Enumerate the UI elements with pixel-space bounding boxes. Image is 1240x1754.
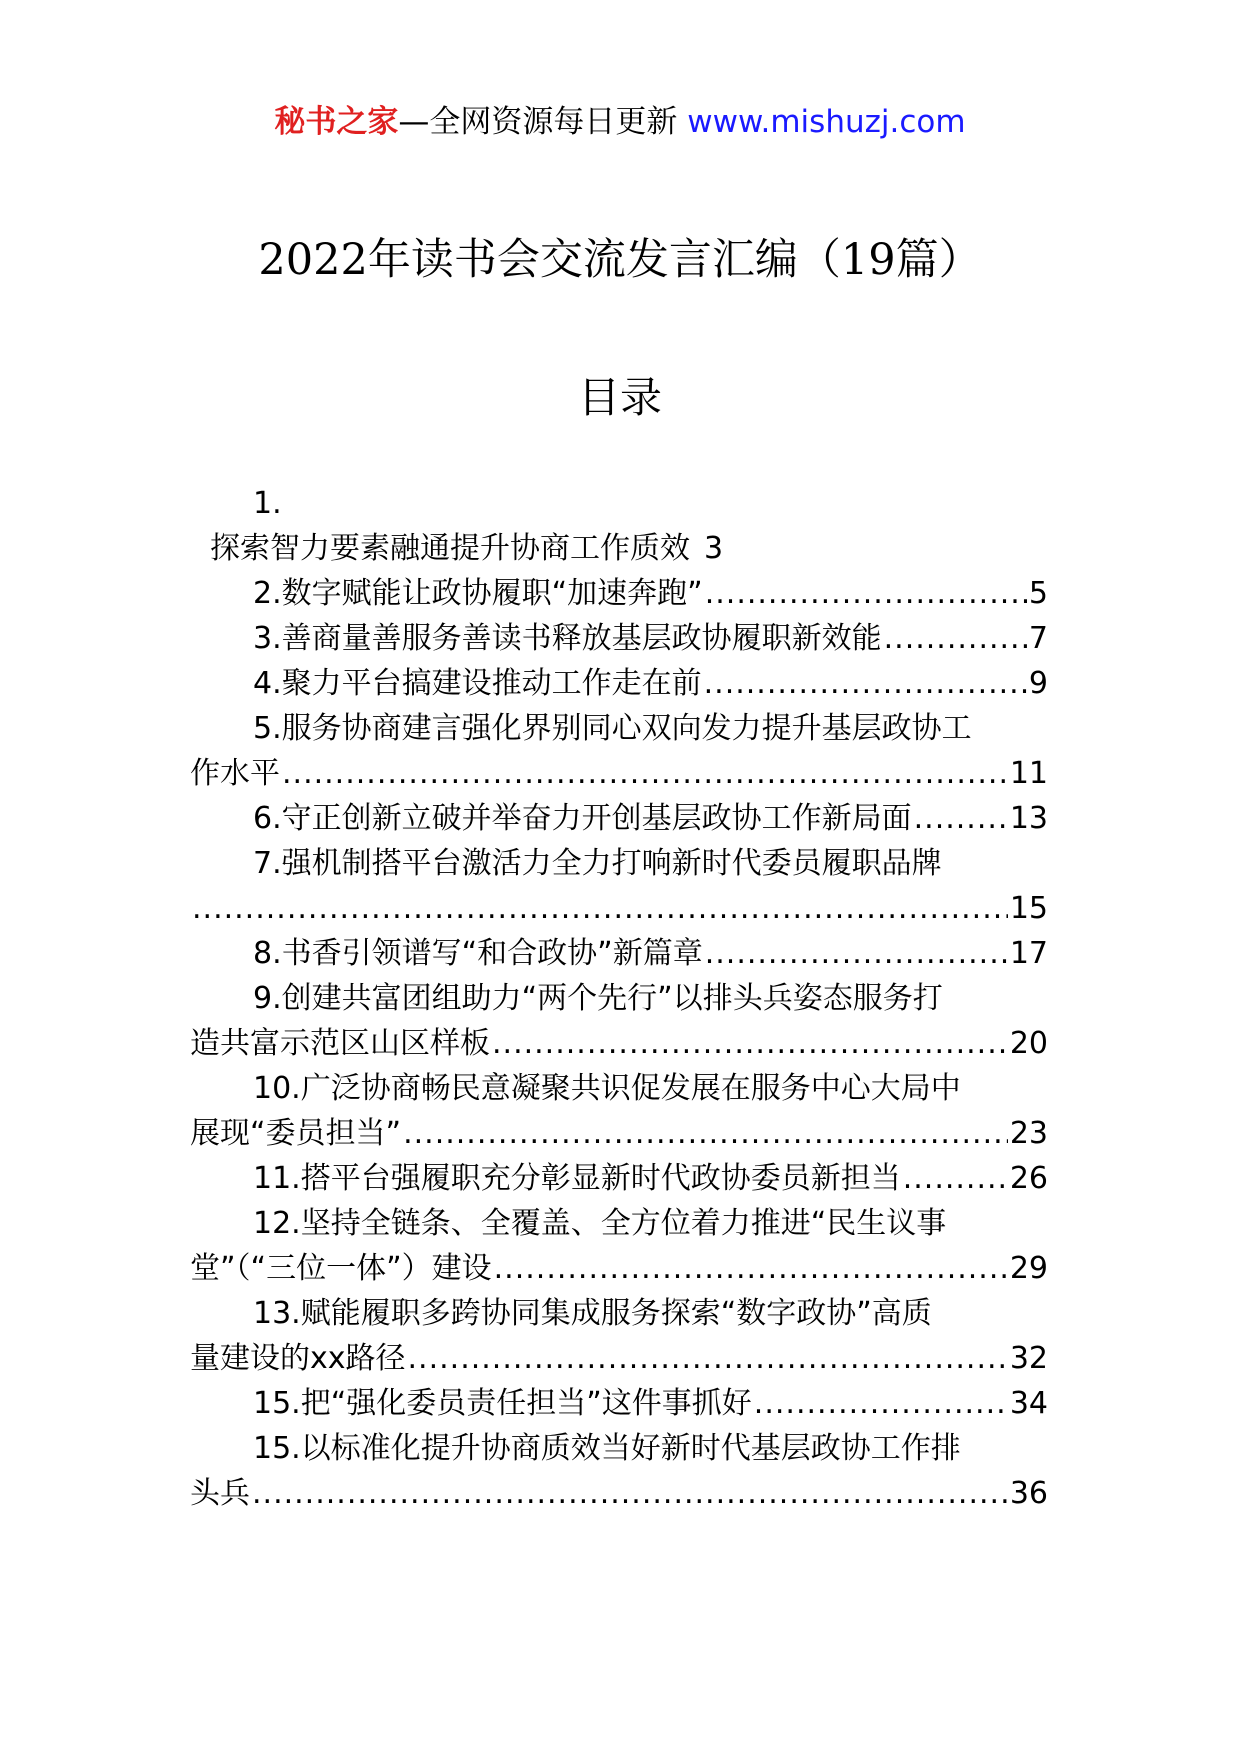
toc-item-page: 9 [1028, 666, 1048, 701]
toc-item-number: 1. [253, 486, 282, 521]
toc-leader-dots [704, 661, 1027, 706]
toc-item-14[interactable] [190, 1381, 1048, 1426]
toc-item-8[interactable] [190, 931, 1048, 976]
toc-item-page: 13 [1009, 801, 1048, 836]
toc-leader-dots [884, 616, 1027, 661]
toc-leader-dots [494, 1246, 1008, 1291]
toc-item-5-continued[interactable] [190, 751, 1048, 796]
toc-item-title-line1: 7.强机制搭平台激活力全力打响新时代委员履职品牌 [253, 846, 942, 881]
toc-item-page: 32 [1009, 1341, 1048, 1376]
toc-item-9[interactable] [190, 976, 1048, 1021]
toc-item-15-continued[interactable] [190, 1471, 1048, 1516]
document-title: 2022年读书会交流发言汇编（19篇） [258, 235, 982, 285]
toc-item-title-line2: 堂”（“三位一体”）建设 [190, 1251, 492, 1286]
toc-item-6[interactable] [190, 796, 1048, 841]
toc-item-page: 36 [1009, 1476, 1048, 1511]
toc-item-7-continued[interactable] [190, 886, 1048, 931]
toc-item-title-line1: 5.服务协商建言强化界别同心双向发力提升基层政协工 [253, 711, 972, 746]
toc-item-page: 7 [1028, 621, 1048, 656]
toc-item-12-continued[interactable] [190, 1246, 1048, 1291]
toc-item-7[interactable] [190, 841, 1048, 886]
site-url-link[interactable]: www.mishuzj.com [687, 104, 966, 140]
toc-item-title: 4.聚力平台搞建设推动工作走在前 [253, 666, 702, 701]
toc-item-page: 26 [1009, 1161, 1048, 1196]
toc-leader-dots [192, 886, 1008, 931]
toc-leader-dots [705, 931, 1008, 976]
toc-item-title-line1: 15.以标准化提升协商质效当好新时代基层政协工作排 [253, 1431, 961, 1466]
toc-leader-dots [903, 1156, 1008, 1201]
toc-item-11[interactable] [190, 1156, 1048, 1201]
toc-item-4[interactable] [190, 661, 1048, 706]
toc-item-title-line1: 10.广泛协商畅民意凝聚共识促发展在服务中心大局中 [253, 1071, 961, 1106]
toc-item-page: 23 [1009, 1116, 1048, 1151]
toc-leader-dots [492, 1021, 1008, 1066]
toc-leader-dots [252, 1471, 1008, 1516]
site-banner [0, 100, 1240, 144]
toc-item-3[interactable] [190, 616, 1048, 661]
toc-item-13[interactable] [190, 1291, 1048, 1336]
toc-item-page: 17 [1009, 936, 1048, 971]
site-tagline: —全网资源每日更新 [398, 104, 688, 140]
toc-item-page: 5 [1028, 576, 1048, 611]
toc-leader-dots [754, 1381, 1008, 1426]
toc-item-page: 11 [1009, 756, 1048, 791]
toc-leader-dots [408, 1336, 1008, 1381]
toc-item-2[interactable] [190, 571, 1048, 616]
toc-item-page: 15 [1009, 891, 1048, 926]
toc-leader-dots [403, 1111, 1008, 1156]
table-of-contents [190, 481, 1048, 1516]
toc-item-title: 15.把“强化委员责任担当”这件事抓好 [253, 1386, 752, 1421]
toc-item-title-line1: 13.赋能履职多跨协同集成服务探索“数字政协”高质 [253, 1296, 932, 1331]
toc-item-page: 3 [704, 531, 724, 566]
toc-item-10-continued[interactable] [190, 1111, 1048, 1156]
toc-item-title: 3.善商量善服务善读书释放基层政协履职新效能 [253, 621, 882, 656]
toc-heading: 目录 [577, 373, 662, 422]
toc-item-13-continued[interactable] [190, 1336, 1048, 1381]
toc-item-page: 34 [1009, 1386, 1048, 1421]
toc-item-12[interactable] [190, 1201, 1048, 1246]
toc-leader-dots [705, 571, 1027, 616]
toc-item-1[interactable] [190, 526, 1048, 571]
toc-item-title-line2: 作水平 [190, 756, 280, 791]
toc-item-title: 8.书香引领谱写“和合政协”新篇章 [253, 936, 703, 971]
toc-item-title-line1: 9.创建共富团组助力“两个先行”以排头兵姿态服务打 [253, 981, 943, 1016]
toc-item-title-line2: 造共富示范区山区样板 [190, 1026, 490, 1061]
toc-item-title-line2: 展现“委员担当” [190, 1116, 402, 1151]
toc-item-title-line1: 12.坚持全链条、全覆盖、全方位着力推进“民生议事 [253, 1206, 947, 1241]
toc-item-title: 11.搭平台强履职充分彰显新时代政协委员新担当 [253, 1161, 901, 1196]
toc-item-title-line2: 头兵 [190, 1476, 250, 1511]
toc-item-title: 探索智力要素融通提升协商工作质效 [210, 531, 690, 566]
toc-item-title: 2.数字赋能让政协履职“加速奔跑” [253, 576, 703, 611]
toc-item-10[interactable] [190, 1066, 1048, 1111]
toc-item-1-number-line[interactable] [190, 481, 1048, 526]
toc-item-15[interactable] [190, 1426, 1048, 1471]
toc-leader-dots [282, 751, 1008, 796]
toc-item-page: 29 [1009, 1251, 1048, 1286]
toc-item-title: 6.守正创新立破并举奋力开创基层政协工作新局面 [253, 801, 912, 836]
toc-item-title-line2: 量建设的xx路径 [190, 1341, 406, 1376]
toc-leader-dots [914, 796, 1008, 841]
toc-item-9-continued[interactable] [190, 1021, 1048, 1066]
toc-item-page: 20 [1009, 1026, 1048, 1061]
toc-item-5[interactable] [190, 706, 1048, 751]
brand-name: 秘书之家 [274, 104, 399, 140]
